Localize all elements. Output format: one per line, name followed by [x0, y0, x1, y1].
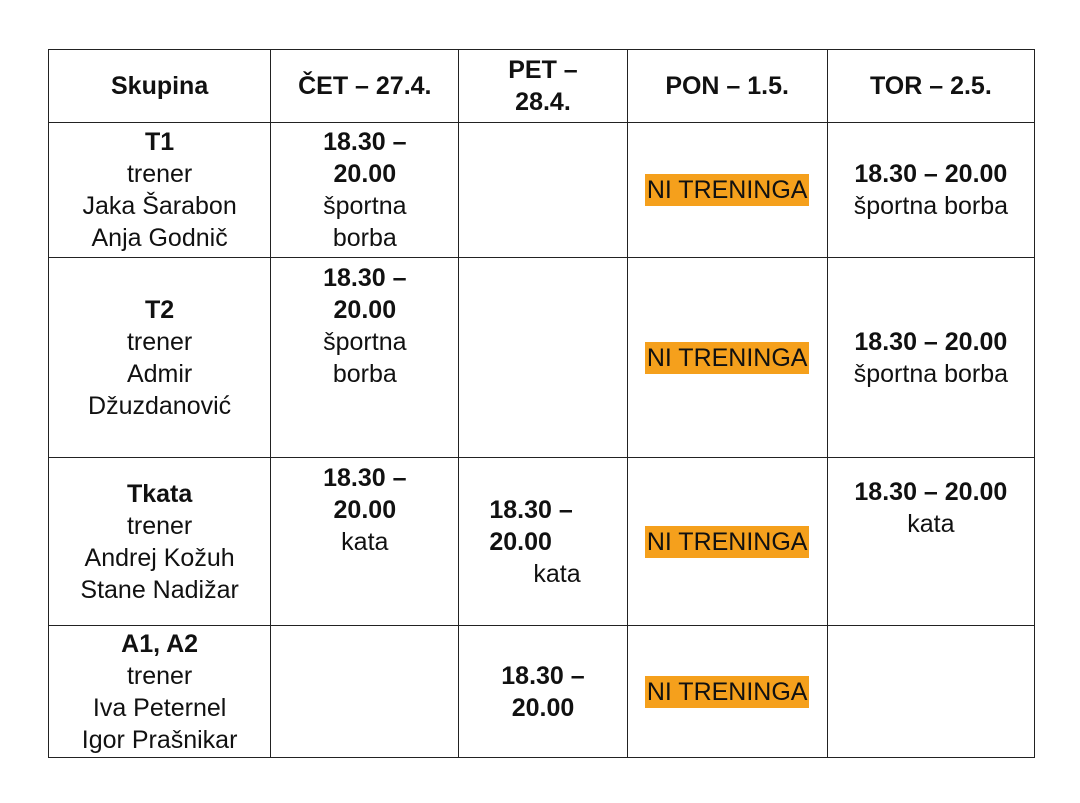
session-type: športna: [323, 328, 407, 356]
session-time: 20.00: [489, 527, 552, 556]
session-cell: [827, 123, 1034, 258]
trainer-label: trener: [126, 661, 193, 690]
empty-cell: [459, 123, 627, 258]
group-cell: [49, 626, 271, 758]
session-cell: [271, 123, 459, 258]
header-day-2: PET – 28.4.: [459, 50, 627, 123]
trainer-name: Anja Godnič: [91, 224, 228, 252]
group-cell: [49, 123, 271, 258]
session-type: športna borba: [853, 192, 1009, 220]
trainer-name: Igor Prašnikar: [81, 725, 238, 754]
empty-cell: [271, 626, 459, 758]
no-training-cell: [627, 123, 827, 258]
session-cell: [271, 458, 459, 626]
group-cell: [49, 458, 271, 626]
empty-cell: [827, 626, 1034, 758]
session-cell: [827, 258, 1034, 458]
session-type: borba: [332, 224, 397, 252]
session-time: 18.30 – 20.00: [854, 160, 1008, 188]
session-type: športna borba: [853, 359, 1009, 388]
empty-cell: [459, 258, 627, 458]
session-time: 18.30 –: [501, 661, 585, 690]
no-training-badge: NI TRENINGA: [646, 677, 808, 706]
header-day-1: ČET – 27.4.: [271, 50, 459, 123]
group-name: T1: [145, 128, 175, 156]
table-row: [49, 458, 1035, 626]
session-cell: [459, 626, 627, 758]
session-type: športna: [323, 192, 407, 220]
trainer-name: Admir: [126, 359, 193, 388]
trainer-name: Stane Nadižar: [80, 575, 239, 604]
session-time: 18.30 –: [323, 464, 407, 492]
session-time: 18.30 –: [323, 128, 407, 156]
session-cell: [459, 458, 627, 626]
header-day-3: PON – 1.5.: [627, 50, 827, 123]
session-type: kata: [907, 510, 955, 538]
session-time: 20.00: [333, 296, 397, 324]
session-time: 20.00: [511, 693, 575, 722]
no-training-cell: [627, 626, 827, 758]
header-row: [49, 50, 1035, 123]
session-time: 18.30 – 20.00: [854, 478, 1008, 506]
trainer-name: Jaka Šarabon: [82, 192, 237, 220]
header-day-4: TOR – 2.5.: [827, 50, 1034, 123]
trainer-name: Iva Peternel: [92, 693, 227, 722]
trainer-label: trener: [126, 327, 193, 356]
no-training-cell: [627, 458, 827, 626]
group-cell: [49, 258, 271, 458]
no-training-badge: NI TRENINGA: [646, 527, 808, 556]
session-time: 20.00: [333, 160, 397, 188]
session-time: 18.30 – 20.00: [854, 327, 1008, 356]
session-type: kata: [533, 559, 581, 588]
no-training-badge: NI TRENINGA: [646, 176, 808, 204]
session-cell: [827, 458, 1034, 626]
session-time: 18.30 –: [489, 495, 573, 524]
session-cell: [271, 258, 459, 458]
group-name: T2: [145, 295, 175, 324]
table-row: [49, 258, 1035, 458]
trainer-label: trener: [126, 160, 193, 188]
group-name: Tkata: [126, 479, 193, 508]
header-group: Skupina: [49, 50, 271, 123]
session-time: 20.00: [333, 496, 397, 524]
table-row: [49, 626, 1035, 758]
session-type: borba: [332, 360, 397, 388]
group-name: A1, A2: [121, 629, 199, 658]
no-training-badge: NI TRENINGA: [646, 343, 808, 372]
schedule-table: [48, 49, 1035, 758]
session-type: kata: [341, 528, 389, 556]
table-row: [49, 123, 1035, 258]
trainer-name: Andrej Kožuh: [84, 543, 235, 572]
trainer-label: trener: [126, 511, 193, 540]
session-time: 18.30 –: [323, 264, 407, 292]
trainer-name: Džuzdanović: [88, 391, 232, 420]
no-training-cell: [627, 258, 827, 458]
